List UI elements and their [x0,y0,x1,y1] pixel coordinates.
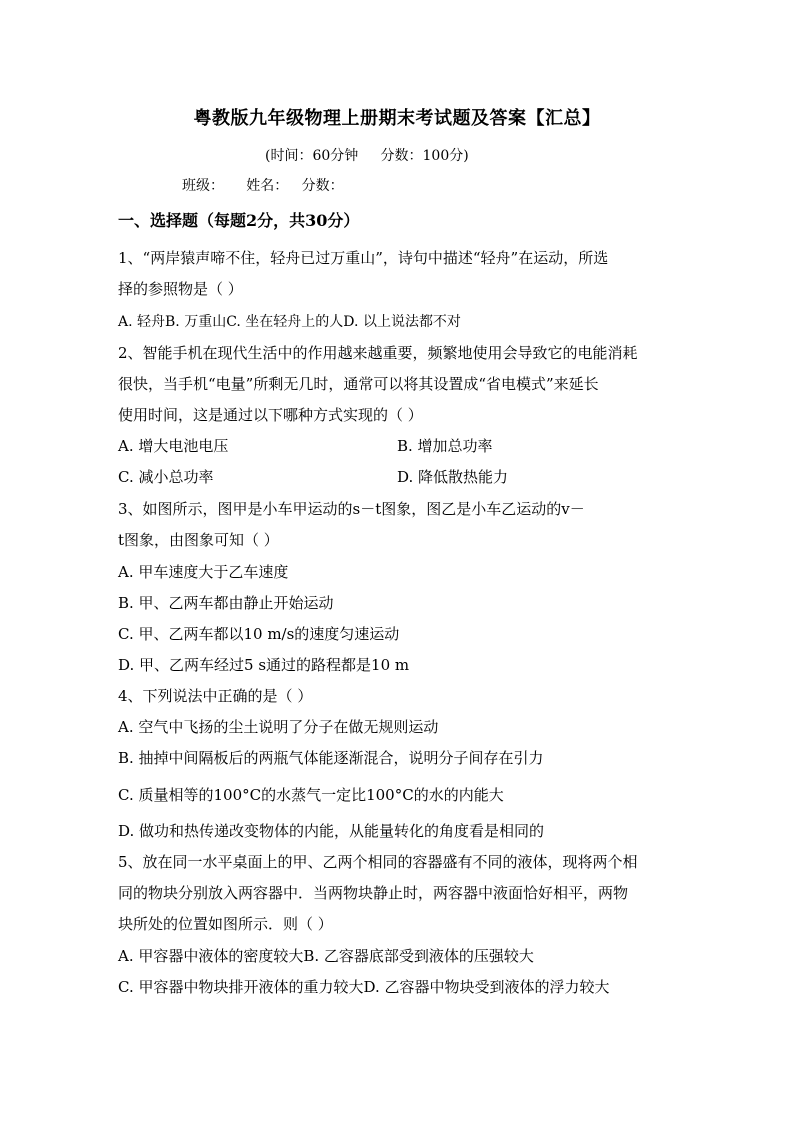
q4-option-c: C. 质量相等的100°C的水蒸气一定比100°C的水的内能大 [118,786,504,804]
q2-option-d: D. 降低散热能力 [397,468,509,486]
q1-stem-line: 择的参照物是（ ） [118,280,243,298]
q5-stem-line: 块所处的位置如图所示．则（ ） [118,915,333,933]
q3-stem-line: 3、如图所示，图甲是小车甲运动的s－t图象，图乙是小车乙运动的v－ [118,500,585,518]
q4-option-a: A. 空气中飞扬的尘土说明了分子在做无规则运动 [118,718,439,736]
q3-option-d: D. 甲、乙两车经过5 s通过的路程都是10 m [118,656,410,674]
q4-stem-line: 4、下列说法中正确的是（ ） [118,687,313,705]
q3-stem-line: t图象，由图象可知（ ） [118,531,279,549]
q5-stem-line: 5、放在同一水平桌面上的甲、乙两个相同的容器盛有不同的液体，现将两个相 [118,853,638,871]
q2-option-c: C. 减小总功率 [118,468,214,486]
page-title: 粤教版九年级物理上册期末考试题及答案【汇总】 [193,108,601,129]
q1-options: A. 轻舟B. 万重山C. 坐在轻舟上的人D. 以上说法都不对 [118,314,461,330]
q4-option-d: D. 做功和热传递改变物体的内能，从能量转化的角度看是相同的 [118,822,545,840]
exam-time-score: (时间：60分钟 分数：100分) [265,148,469,164]
q3-option-c: C. 甲、乙两车都以10 m/s的速度匀速运动 [118,625,400,643]
q5-stem-line: 同的物块分别放入两容器中．当两物块静止时，两容器中液面恰好相平，两物 [118,884,629,902]
q3-option-a: A. 甲车速度大于乙车速度 [118,563,289,581]
q2-stem-line: 很快，当手机“电量”所剩无几时，通常可以将其设置成“省电模式”来延长 [118,375,599,393]
q3-option-b: B. 甲、乙两车都由静止开始运动 [118,594,334,612]
q2-option-a: A. 增大电池电压 [118,437,229,455]
q2-stem-line: 使用时间，这是通过以下哪种方式实现的（ ） [118,406,423,424]
student-info: 班级： 姓名： 分数： [182,178,344,194]
q5-options-cd: C. 甲容器中物块排开液体的重力较大D. 乙容器中物块受到液体的浮力较大 [118,978,610,996]
q1-stem-line: 1、“两岸猿声啼不住，轻舟已过万重山”，诗句中描述“轻舟”在运动，所选 [118,249,609,267]
q4-option-b: B. 抽掉中间隔板后的两瓶气体能逐渐混合，说明分子间存在引力 [118,749,544,767]
q2-option-b: B. 增加总功率 [397,437,493,455]
section-heading: 一、选择题（每题2分，共30分） [118,211,360,230]
q2-stem-line: 2、智能手机在现代生活中的作用越来越重要，频繁地使用会导致它的电能消耗 [118,344,638,362]
q5-options-ab: A. 甲容器中液体的密度较大B. 乙容器底部受到液体的压强较大 [118,947,534,965]
